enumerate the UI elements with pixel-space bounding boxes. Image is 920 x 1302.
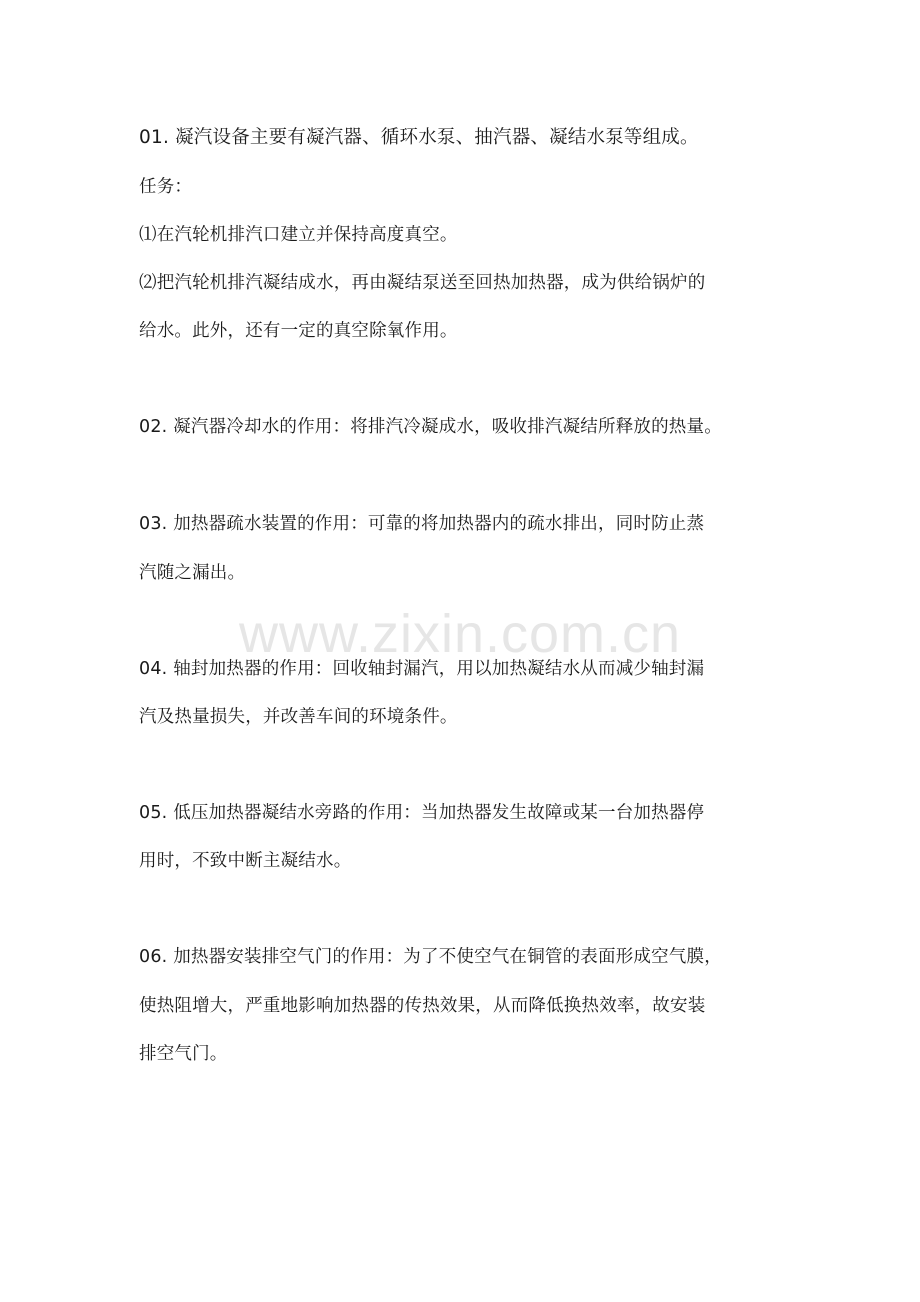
section-01-line-4: ⑵把汽轮机排汽凝结成水，再由凝结泵送至回热加热器，成为供给锅炉的 bbox=[139, 273, 706, 293]
section-02-line-1: 02. 凝汽器冷却水的作用：将排汽冷凝成水，吸收排汽凝结所释放的热量。 bbox=[139, 417, 722, 437]
section-05-line-1: 05. 低压加热器凝结水旁路的作用：当加热器发生故障或某一台加热器停 bbox=[139, 803, 705, 823]
section-03-line-1: 03. 加热器疏水装置的作用：可靠的将加热器内的疏水排出，同时防止蒸 bbox=[139, 514, 705, 534]
section-01-line-5: 给水。此外，还有一定的真空除氧作用。 bbox=[139, 321, 458, 341]
section-01-line-1: 01. 凝汽设备主要有凝汽器、循环水泵、抽汽器、凝结水泵等组成。 bbox=[139, 127, 699, 148]
section-01-line-2: 任务： bbox=[139, 177, 193, 197]
section-06-line-2: 使热阻增大，严重地影响加热器的传热效果，从而降低换热效率，故安装 bbox=[139, 996, 706, 1016]
section-06-line-1: 06. 加热器安装排空气门的作用：为了不使空气在铜管的表面形成空气膜， bbox=[139, 947, 722, 967]
section-04-line-2: 汽及热量损失，并改善车间的环境条件。 bbox=[139, 707, 458, 727]
watermark-text: www.zixin.com.cn bbox=[238, 604, 682, 664]
section-01-line-3: ⑴在汽轮机排汽口建立并保持高度真空。 bbox=[139, 225, 458, 245]
section-05-line-2: 用时，不致中断主凝结水。 bbox=[139, 851, 352, 871]
section-04-line-1: 04. 轴封加热器的作用：回收轴封漏汽，用以加热凝结水从而减少轴封漏 bbox=[139, 659, 705, 679]
section-06-line-3: 排空气门。 bbox=[139, 1044, 228, 1064]
section-03-line-2: 汽随之漏出。 bbox=[139, 563, 246, 583]
